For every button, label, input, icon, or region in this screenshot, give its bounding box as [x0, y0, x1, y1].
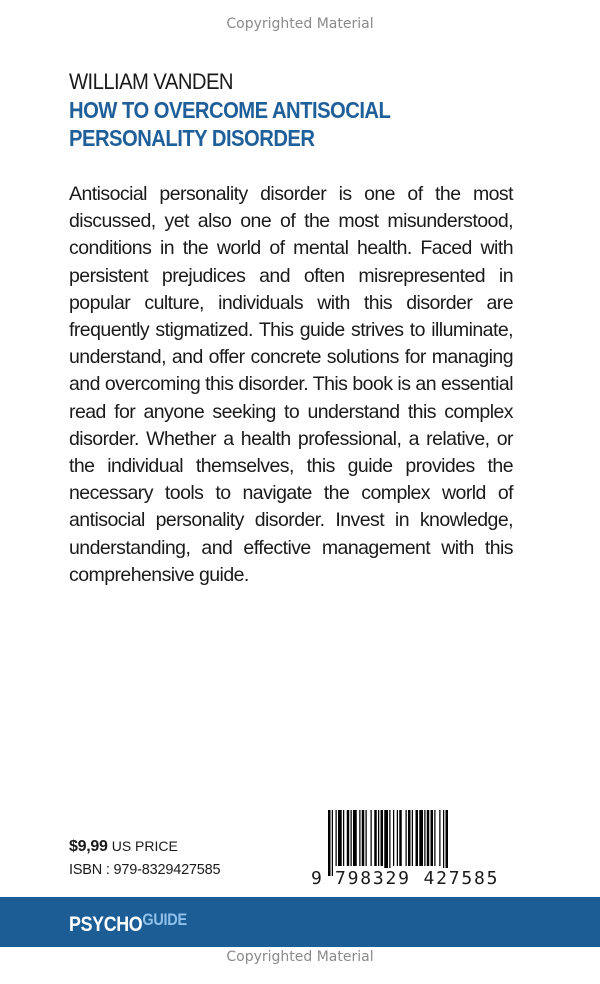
barcode-bar	[338, 810, 342, 866]
book-title	[69, 96, 456, 152]
book-title-line-2: PERSONALITY DISORDER	[69, 125, 315, 151]
barcode-bar	[443, 810, 444, 876]
barcode-bars	[328, 810, 508, 876]
price-amount: $9,99	[69, 838, 108, 855]
barcode-bar	[362, 810, 365, 866]
isbn-barcode	[308, 806, 520, 892]
copyright-watermark-bottom: Copyrighted Material	[226, 949, 374, 965]
barcode-bar	[393, 810, 394, 866]
barcode-bar	[332, 810, 333, 876]
publisher-band	[0, 897, 600, 947]
barcode-bar	[351, 810, 352, 866]
barcode-bar	[446, 810, 449, 876]
barcode-bar	[431, 810, 434, 866]
barcode-bar	[384, 810, 388, 876]
author-name: WILLIAM VANDEN	[69, 69, 233, 94]
isbn-number: ISBN : 979-8329427585	[69, 862, 221, 878]
barcode-bar	[353, 810, 357, 866]
back-cover-blurb: Antisocial personality disorder is one of the most discussed, yet also one of the most misunderstood, conditions in the world of mental health. Faced with persistent prejudices and often misrepresented in popular culture, individuals with this disorder are frequently stigmatized. This guide strives to illuminate, understand, and offer concrete solutions for managing and overcoming this disorder. This book is an essential read for anyone seeking to understand this complex disorder. Whether a health professional, a relative, or the individual themselves, this guide provides the necessary tools to navigate the complex world of antisocial personality disorder. Invest in knowledge, understanding, and effective management with this comprehensive guide.	[69, 183, 513, 586]
barcode-leading-digit: 9	[311, 868, 322, 889]
barcode-bar	[381, 810, 384, 866]
barcode-bar	[427, 810, 430, 866]
barcode-bar	[434, 810, 435, 866]
barcode-bar	[408, 810, 411, 866]
barcode-digits: 798329 427585	[335, 868, 510, 889]
barcode-bar	[389, 810, 390, 876]
copyright-watermark-top: Copyrighted Material	[226, 16, 374, 32]
barcode-bar	[424, 810, 425, 866]
barcode-bar	[412, 810, 413, 866]
barcode-bar	[336, 810, 337, 866]
barcode-bar	[366, 810, 367, 866]
barcode-bar	[343, 810, 344, 866]
barcode-bar	[406, 810, 407, 866]
barcode-bar	[419, 810, 423, 866]
publisher-logo	[69, 910, 187, 937]
price-label: US PRICE	[111, 838, 178, 854]
barcode-bar	[347, 810, 350, 866]
barcode-bar	[374, 810, 377, 866]
barcode-bar	[378, 810, 379, 866]
barcode-bar	[359, 810, 360, 866]
barcode-bar	[328, 810, 331, 876]
barcode-bar	[439, 810, 440, 866]
book-title-line-1: HOW TO OVERCOME ANTISOCIAL	[69, 97, 391, 123]
barcode-bar	[416, 810, 419, 866]
publisher-logo-part-1: PSYCHO	[69, 913, 143, 936]
barcode-bar	[371, 810, 372, 866]
barcode-bar	[399, 810, 402, 866]
barcode-bar	[397, 810, 398, 866]
price-line	[69, 838, 178, 856]
publisher-logo-part-2: GUIDE	[142, 910, 187, 929]
